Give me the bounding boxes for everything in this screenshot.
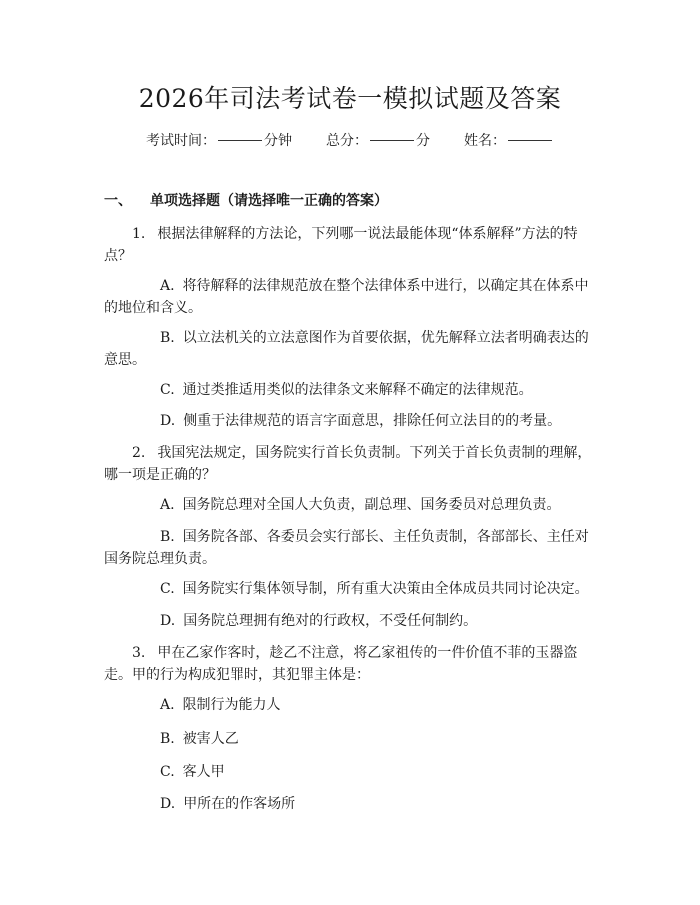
question-2 xyxy=(104,442,600,486)
total-score-unit: 分 xyxy=(416,133,430,149)
option-text: 甲所在的作客场所 xyxy=(183,796,296,812)
option-text: 以立法机关的立法意图作为首要依据，优先解释立法者明确表达的意思。 xyxy=(104,330,589,368)
name-blank xyxy=(508,140,552,141)
question-number: 3. xyxy=(132,645,146,661)
exam-time-label: 考试时间： xyxy=(146,133,216,149)
option-text: 国务院总理对全国人大负责，副总理、国务委员对总理负责。 xyxy=(182,497,561,513)
option-label: C. xyxy=(160,382,175,398)
question-3-option-d xyxy=(104,793,600,815)
option-text: 客人甲 xyxy=(182,764,225,780)
question-3-option-a xyxy=(104,694,600,716)
option-text: 侧重于法律规范的语言字面意思，排除任何立法目的的考量。 xyxy=(183,413,562,429)
question-3-option-b xyxy=(104,728,600,750)
question-2-option-c xyxy=(104,578,600,600)
option-text: 将待解释的法律规范放在整个法律体系中进行，以确定其在体系中的地位和含义。 xyxy=(104,278,589,316)
document-title: 2026年司法考试卷一模拟试题及答案 xyxy=(138,84,562,113)
option-label: A. xyxy=(160,697,175,713)
option-label: B. xyxy=(160,731,175,747)
total-score-blank xyxy=(370,140,414,141)
option-label: D. xyxy=(160,613,176,629)
section-number: 一、 xyxy=(104,193,132,209)
option-text: 被害人乙 xyxy=(182,731,239,747)
question-number: 2. xyxy=(132,445,146,461)
question-2-option-b xyxy=(104,526,600,570)
question-1-option-c xyxy=(104,379,600,401)
option-label: D. xyxy=(160,796,176,812)
question-number: 1. xyxy=(132,226,146,242)
exam-time-field xyxy=(146,131,292,151)
exam-time-blank xyxy=(218,140,262,141)
option-text: 国务院各部、各委员会实行部长、主任负责制，各部部长、主任对国务院总理负责。 xyxy=(104,529,589,567)
name-label: 姓名： xyxy=(464,133,506,149)
option-label: D. xyxy=(160,413,176,429)
option-label: B. xyxy=(160,529,175,545)
question-1 xyxy=(104,223,600,267)
section-heading xyxy=(104,191,388,211)
option-text: 国务院总理拥有绝对的行政权，不受任何制约。 xyxy=(183,613,478,629)
exam-time-unit: 分钟 xyxy=(264,133,292,149)
option-label: A. xyxy=(160,278,175,294)
question-text: 根据法律解释的方法论，下列哪一说法最能体现“体系解释”方法的特点？ xyxy=(104,226,578,264)
name-field xyxy=(464,131,554,151)
option-label: C. xyxy=(160,764,175,780)
option-text: 国务院实行集体领导制，所有重大决策由全体成员共同讨论决定。 xyxy=(182,581,589,597)
option-label: A. xyxy=(160,497,175,513)
section-title: 单项选择题（请选择唯一正确的答案） xyxy=(150,193,388,209)
question-2-option-a xyxy=(104,494,600,516)
option-text: 限制行为能力人 xyxy=(182,697,281,713)
question-1-option-a xyxy=(104,275,600,319)
option-label: B. xyxy=(160,330,175,346)
total-score-field xyxy=(326,131,430,151)
option-label: C. xyxy=(160,581,175,597)
question-text: 我国宪法规定，国务院实行首长负责制。下列关于首长负责制的理解，哪一项是正确的？ xyxy=(104,445,592,483)
option-text: 通过类推适用类似的法律条文来解释不确定的法律规范。 xyxy=(182,382,533,398)
question-1-option-d xyxy=(104,410,600,432)
exam-meta-line xyxy=(0,131,700,151)
question-3 xyxy=(104,642,600,686)
question-1-option-b xyxy=(104,327,600,371)
question-2-option-d xyxy=(104,610,600,632)
total-score-label: 总分： xyxy=(326,133,368,149)
question-text: 甲在乙家作客时，趁乙不注意，将乙家祖传的一件价值不菲的玉器盗走。甲的行为构成犯罪时，其犯罪主体是： xyxy=(104,645,578,683)
question-3-option-c xyxy=(104,761,600,783)
